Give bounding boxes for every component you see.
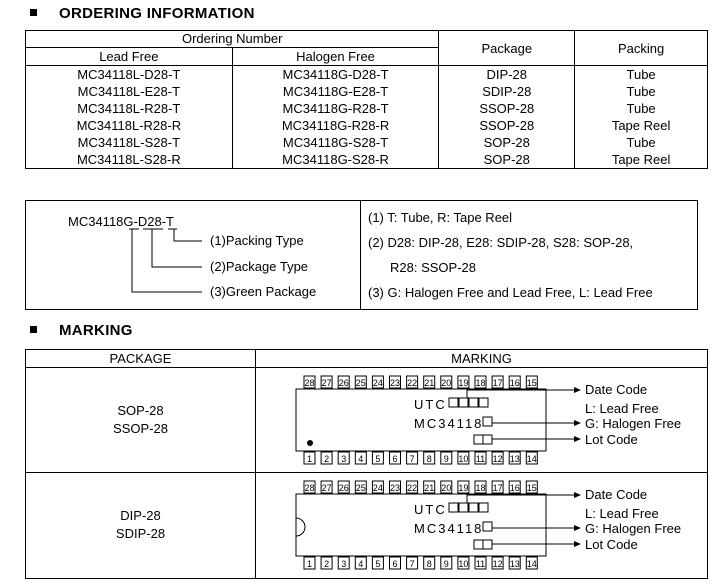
row1-package-2: SSOP-28 — [113, 421, 168, 436]
sop-date-box — [459, 398, 468, 407]
sop-arrow-icon — [574, 420, 581, 426]
sop-top-pin-label: 19 — [458, 378, 469, 388]
sop-top-pin-label: 28 — [304, 378, 315, 388]
code-diagram — [26, 201, 360, 309]
cell-lead: MC34118L-R28-R — [26, 117, 233, 134]
cell-packing: Tape Reel — [575, 117, 708, 134]
sop-bottom-pin-label: 12 — [492, 454, 503, 464]
sop-lead-free-label: L: Lead Free — [585, 401, 659, 416]
label-package-type: (2)Package Type — [210, 259, 309, 274]
sop-bottom-pin-label: 1 — [306, 454, 313, 464]
row1-package-1: SOP-28 — [117, 403, 164, 418]
cell-halogen: MC34118G-S28-R — [232, 151, 439, 169]
sop-top-pin-label: 27 — [321, 378, 332, 388]
dip-top-pin-label: 20 — [441, 483, 452, 493]
dip-lead-free-label: L: Lead Free — [585, 506, 659, 521]
sop-top-pin-label: 25 — [355, 378, 366, 388]
sop-top-pin-label: 26 — [338, 378, 349, 388]
sop-utc-text: UTC — [414, 397, 447, 412]
dip-top-pin-label: 17 — [492, 483, 503, 493]
cell-lead: MC34118L-E28-T — [26, 83, 233, 100]
leader-green — [132, 229, 202, 292]
legend-note-2: (2) D28: DIP-28, E28: SDIP-28, S28: SOP-28, — [368, 235, 634, 250]
dip-bottom-pin-label: 1 — [306, 559, 313, 569]
marking-section-heading — [30, 322, 133, 339]
label-packing-type: (1)Packing Type — [210, 233, 304, 248]
leader-packing — [174, 229, 202, 241]
dip-arrow-icon — [574, 541, 581, 547]
cell-halogen: MC34118G-R28-T — [232, 100, 439, 117]
dip-bottom-pin-label: 10 — [458, 559, 469, 569]
package-column-header: PACKAGE — [109, 351, 172, 366]
dip-top-pin-label: 18 — [475, 483, 486, 493]
dip-top-pin-label: 26 — [338, 483, 349, 493]
sop-top-pin-label: 20 — [441, 378, 452, 388]
sop-halogen-free-label: G: Halogen Free — [585, 416, 682, 431]
sop-bottom-pin-label: 3 — [341, 454, 347, 464]
packing-header: Packing — [575, 31, 708, 66]
label-green-package: (3)Green Package — [210, 284, 317, 299]
sop-arrow-icon — [574, 436, 581, 442]
sop-bottom-pin-label: 2 — [324, 454, 330, 464]
dip-top-pin-label: 23 — [389, 483, 401, 493]
cell-packing: Tube — [575, 83, 708, 100]
sop-top-pin-label: 23 — [389, 378, 401, 388]
leader-package — [152, 229, 202, 267]
marking-column-header: MARKING — [451, 351, 512, 366]
sop-bottom-pin-label: 10 — [458, 454, 469, 464]
cell-lead: MC34118L-D28-T — [26, 66, 233, 84]
cell-packing: Tube — [575, 134, 708, 151]
dip-bottom-pin-label: 14 — [526, 559, 537, 569]
bullet-icon — [30, 9, 37, 16]
sop-bottom-pin-label: 8 — [426, 454, 432, 464]
legend-note-3: (3) G: Halogen Free and Lead Free, L: Lead Free — [368, 285, 653, 300]
dip-bottom-pin-label: 7 — [409, 559, 415, 569]
dip-arrow-icon — [574, 525, 581, 531]
ordering-row — [26, 100, 708, 117]
cell-package: SDIP-28 — [439, 83, 575, 100]
sop-lot-code-label: Lot Code — [585, 432, 638, 447]
cell-lead: MC34118L-R28-T — [26, 100, 233, 117]
dip-bottom-pin-label: 3 — [341, 559, 347, 569]
dip-bottom-pin-label: 2 — [324, 559, 330, 569]
cell-package: SSOP-28 — [439, 117, 575, 134]
sop-bottom-pin-label: 14 — [526, 454, 537, 464]
dip-top-pin-label: 15 — [526, 483, 537, 493]
dip-date-box — [449, 503, 458, 512]
cell-lead: MC34118L-S28-R — [26, 151, 233, 169]
dip-bottom-pin-label: 5 — [375, 559, 381, 569]
sop-bottom-pin-label: 5 — [375, 454, 381, 464]
dip-part-text: MC34118 — [414, 521, 484, 536]
dip-bottom-pin-label: 8 — [426, 559, 432, 569]
halogen-free-header: Halogen Free — [232, 48, 439, 66]
dip-top-pin-label: 19 — [458, 483, 469, 493]
row2-package-1: DIP-28 — [120, 508, 161, 523]
dip-bottom-pin-label: 13 — [509, 559, 520, 569]
cell-package: DIP-28 — [439, 66, 575, 84]
ordering-section-heading — [30, 5, 255, 22]
sop-bottom-pin-label: 9 — [443, 454, 449, 464]
dip-top-pin-label: 25 — [355, 483, 366, 493]
dip-lot-code-label: Lot Code — [585, 537, 638, 552]
sop-grade-box — [483, 417, 492, 426]
dip-utc-text: UTC — [414, 502, 447, 517]
legend-note-2-cont: R28: SSOP-28 — [390, 260, 476, 275]
dip-top-pin-label: 21 — [424, 483, 435, 493]
dip-bottom-pin-label: 6 — [392, 559, 398, 569]
sop-top-pin-label: 22 — [407, 378, 418, 388]
sop-lot-box — [474, 435, 483, 444]
sop-bottom-pin-label: 13 — [509, 454, 520, 464]
sop-arrow-icon — [574, 387, 581, 393]
sop-top-pin-label: 24 — [372, 378, 383, 388]
sop-pin1-dot — [307, 440, 313, 446]
sop-date-code-label: Date Code — [585, 382, 648, 397]
sop-bottom-pin-label: 6 — [392, 454, 398, 464]
cell-package: SOP-28 — [439, 134, 575, 151]
legend-note-1: (1) T: Tube, R: Tape Reel — [368, 210, 513, 225]
ordering-code-legend — [25, 200, 698, 310]
marking-title: MARKING — [59, 322, 133, 339]
sop-top-pin-label: 18 — [475, 378, 486, 388]
legend-divider — [360, 201, 361, 309]
dip-bottom-pin-label: 4 — [358, 559, 364, 569]
sop-bottom-pin-label: 7 — [409, 454, 415, 464]
lead-free-header: Lead Free — [26, 48, 233, 66]
sop-bottom-pin-label: 4 — [358, 454, 364, 464]
ordering-number-header: Ordering Number — [26, 31, 439, 48]
cell-packing: Tube — [575, 66, 708, 84]
sop-bottom-pin-label: 11 — [475, 454, 486, 464]
cell-halogen: MC34118G-E28-T — [232, 83, 439, 100]
ordering-row — [26, 117, 708, 134]
dip-date-box — [469, 503, 478, 512]
dip-top-pin-label: 22 — [407, 483, 418, 493]
bullet-icon — [30, 326, 37, 333]
sop-chip-marking — [256, 368, 706, 472]
cell-halogen: MC34118G-R28-R — [232, 117, 439, 134]
dip-lot-box — [483, 540, 492, 549]
dip-chip-marking — [256, 473, 706, 577]
dip-bottom-pin-label: 9 — [443, 559, 449, 569]
cell-package: SSOP-28 — [439, 100, 575, 117]
sop-top-pin-label: 17 — [492, 378, 503, 388]
dip-bottom-pin-label: 12 — [492, 559, 503, 569]
ordering-row — [26, 83, 708, 100]
dip-arrow-icon — [574, 492, 581, 498]
dip-lot-box — [474, 540, 483, 549]
ordering-row — [26, 66, 708, 84]
dip-top-pin-label: 28 — [304, 483, 315, 493]
cell-packing: Tube — [575, 100, 708, 117]
sop-date-box — [469, 398, 478, 407]
sop-lot-box — [483, 435, 492, 444]
dip-date-box — [479, 503, 488, 512]
cell-halogen: MC34118G-S28-T — [232, 134, 439, 151]
sop-part-text: MC34118 — [414, 416, 484, 431]
marking-table — [25, 349, 708, 579]
sop-top-pin-label: 16 — [509, 378, 520, 388]
part-number-text: MC34118G-D28-T — [68, 214, 174, 229]
dip-top-pin-label: 16 — [509, 483, 520, 493]
sop-date-box — [479, 398, 488, 407]
cell-halogen: MC34118G-D28-T — [232, 66, 439, 84]
row2-package-2: SDIP-28 — [115, 526, 166, 541]
dip-top-pin-label: 27 — [321, 483, 332, 493]
dip-halogen-free-label: G: Halogen Free — [585, 521, 682, 536]
ordering-row — [26, 134, 708, 151]
dip-date-box — [459, 503, 468, 512]
dip-grade-box — [483, 522, 492, 531]
ordering-table — [25, 30, 708, 169]
dip-top-pin-label: 24 — [372, 483, 383, 493]
cell-packing: Tape Reel — [575, 151, 708, 169]
dip-bottom-pin-label: 11 — [475, 559, 486, 569]
cell-package: SOP-28 — [439, 151, 575, 169]
cell-lead: MC34118L-S28-T — [26, 134, 233, 151]
sop-top-pin-label: 15 — [526, 378, 537, 388]
ordering-row — [26, 151, 708, 169]
dip-date-code-label: Date Code — [585, 487, 648, 502]
package-header: Package — [439, 31, 575, 66]
ordering-title: ORDERING INFORMATION — [59, 5, 255, 22]
sop-date-box — [449, 398, 458, 407]
sop-top-pin-label: 21 — [424, 378, 435, 388]
